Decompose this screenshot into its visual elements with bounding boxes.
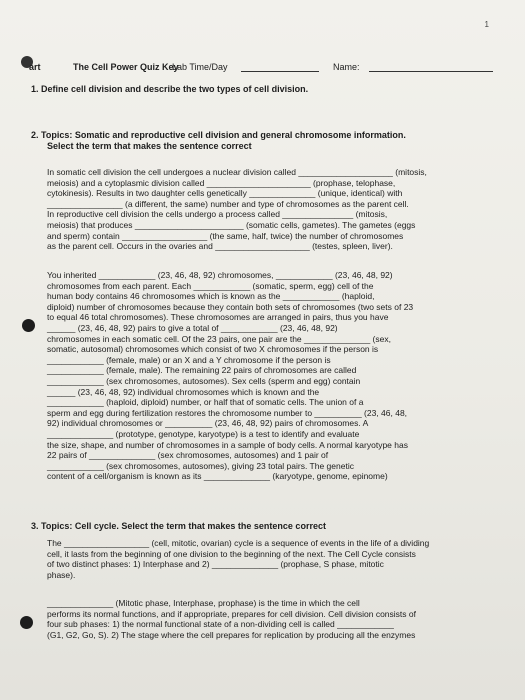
text-line: ____________ (female, male). The remaining 22 pairs of chromosomes are called xyxy=(47,365,357,376)
bullet-dot xyxy=(20,616,33,629)
text-line: content of a cell/organism is known as its ______________ (karyotype, genome, epinome) xyxy=(47,471,388,482)
text-line: and sperm) contain __________________ (the same, half, twice) the number of chromosomes xyxy=(47,230,404,241)
text-line: chromosomes from each parent. Each ____________ (somatic, sperm, egg) cell of the xyxy=(47,280,374,291)
text-line: ____________ (female, male) or an X and a Y chromosome if the person is xyxy=(47,354,331,365)
part-label: art xyxy=(29,62,41,72)
text-line: meiosis) that produces _______________________ (somatic cells, gametes). The gametes (eggs xyxy=(47,219,416,230)
text-line: meiosis) and a cytoplasmic division called ______________________ (prophase, telophase, xyxy=(47,177,396,188)
text-line: human body contains 46 chromosomes which is known as the ____________ (haploid, xyxy=(47,291,375,302)
name-field[interactable] xyxy=(369,71,493,72)
question-2-instruction: Select the term that makes the sentence correct xyxy=(47,141,252,151)
somatic-reproductive-paragraph xyxy=(47,167,493,252)
text-line: ____________ (haploid, diploid) number, or half that of somatic cells. The union of a xyxy=(47,397,364,408)
text-line: the size, shape, and number of chromosomes in a sample of body cells. A normal karyotype has xyxy=(47,439,408,450)
text-line: ______________ (Mitotic phase, Interphase, prophase) is the time in which the cell xyxy=(47,598,360,608)
text-line: ____________ (sex chromosomes, autosomes). Sex cells (sperm and egg) contain xyxy=(47,375,361,386)
text-line: diploid) number of chromosomes because they contain both sets of chromosomes (two sets of 23 xyxy=(47,301,414,312)
text-line: cell, it lasts from the beginning of one division to the beginning of the next. The Cell Cycle consists xyxy=(47,548,416,559)
quiz-title: The Cell Power Quiz Key xyxy=(73,62,179,72)
text-line: performs its normal functions, and if appropriate, prepares for cell division. Cell division consists of xyxy=(47,608,416,619)
question-2-heading xyxy=(31,130,491,152)
text-line: cytokinesis). Results in two daughter cells genetically ______________ (unique, identical) with xyxy=(47,188,403,199)
name-label: Name: xyxy=(333,62,360,72)
interphase-paragraph xyxy=(47,598,493,640)
question-1: 1. Define cell division and describe the two types of cell division. xyxy=(31,84,309,94)
text-line: to equal 46 total chromosomes). These chromosomes are arranged in pairs, thus you have xyxy=(47,312,389,323)
text-line: You inherited ____________ (23, 46, 48, 92) chromosomes, ____________ (23, 46, 48, 92) xyxy=(47,270,393,280)
lab-time-day-field[interactable] xyxy=(241,71,319,72)
text-line: ________________ (a different, the same) number and type of chromosomes as the parent cell. xyxy=(47,198,409,209)
chromosome-paragraph xyxy=(47,270,493,482)
text-line: sperm and egg during fertilization restores the chromosome number to __________ (23, 46, 48, xyxy=(47,407,408,418)
question-2-title: 2. Topics: Somatic and reproductive cell division and general chromosome information. xyxy=(31,130,406,140)
cell-cycle-paragraph xyxy=(47,538,493,580)
text-line: In somatic cell division the cell undergoes a nuclear division called ____________________ (mitosis, xyxy=(47,167,427,177)
text-line: four sub phases: 1) the normal functional state of a non-dividing cell is called ____________ xyxy=(47,619,394,630)
question-3-heading: 3. Topics: Cell cycle. Select the term that makes the sentence correct xyxy=(31,521,326,531)
text-line: of two distinct phases: 1) Interphase and 2) ______________ (prophase, S phase, mitotic xyxy=(47,559,384,570)
text-line: ______ (23, 46, 48, 92) individual chromosomes which is known and the xyxy=(47,386,320,397)
page-number: 1 xyxy=(484,20,489,29)
text-line: ______ (23, 46, 48, 92) pairs to give a total of ____________ (23, 46, 48, 92) xyxy=(47,322,338,333)
text-line: 92) individual chromosomes or __________ (23, 46, 48, 92) pairs of chromosomes. A xyxy=(47,418,369,429)
text-line: (G1, G2, Go, S). 2) The stage where the cell prepares for replication by producing all the enzymes xyxy=(47,629,416,640)
text-line: In reproductive cell division the cells undergo a process called _______________ (mitosis, xyxy=(47,209,388,220)
text-line: somatic, autosomal) chromosomes which consist of two X chromosomes if the person is xyxy=(47,344,379,355)
text-line: ____________ (sex chromosomes, autosomes), giving 23 total pairs. The genetic xyxy=(47,460,354,471)
text-line: as the parent cell. Occurs in the ovaries and ____________________ (testes, spleen, liver). xyxy=(47,241,393,252)
bullet-dot xyxy=(22,319,35,332)
text-line: The __________________ (cell, mitotic, ovarian) cycle is a sequence of events in the life of a dividing xyxy=(47,538,430,548)
text-line: phase). xyxy=(47,569,76,580)
lab-time-day-label: Lab Time/Day xyxy=(172,62,228,72)
text-line: ______________ (prototype, genotype, karyotype) is a test to identify and evaluate xyxy=(47,428,360,439)
text-line: chromosomes in each somatic cell. Of the 23 pairs, one pair are the ______________ (sex, xyxy=(47,333,391,344)
text-line: 22 pairs of ______________ (sex chromosomes, autosomes) and 1 pair of xyxy=(47,450,329,461)
